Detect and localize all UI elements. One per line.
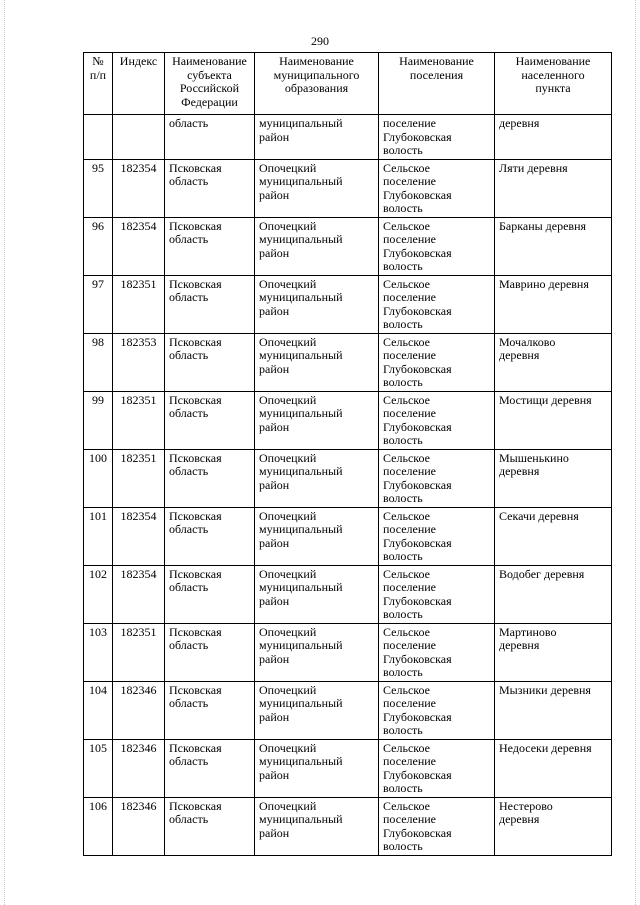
cell-subject: Псковская область [165,681,255,739]
table-row [84,797,612,855]
cell-number: 105 [84,739,113,797]
cell-number: 106 [84,797,113,855]
cell-subject: Псковская область [165,623,255,681]
cell-settlement: Сельское поселение Глубоковская волость [379,391,495,449]
cell-municipality: Опочецкий муниципальный район [255,507,379,565]
table-row [84,623,612,681]
cell-locality: Секачи деревня [495,507,612,565]
cell-subject: Псковская область [165,739,255,797]
cell-subject: Псковская область [165,565,255,623]
cell-subject: Псковская область [165,159,255,217]
cell-municipality: Опочецкий муниципальный район [255,681,379,739]
cell-settlement: Сельское поселение Глубоковская волость [379,507,495,565]
cell-locality: Водобег деревня [495,565,612,623]
table-row [84,739,612,797]
cell-number: 102 [84,565,113,623]
cell-index: 182354 [113,217,165,275]
table-row [84,449,612,507]
cell-locality: Мочалково деревня [495,333,612,391]
cell-settlement: Сельское поселение Глубоковская волость [379,565,495,623]
cell-number: 98 [84,333,113,391]
header-index: Индекс [113,53,165,115]
cell-municipality: Опочецкий муниципальный район [255,565,379,623]
cell-index: 182354 [113,565,165,623]
header-municipality: Наименование муниципального образования [255,53,379,115]
cell-locality: Ляти деревня [495,159,612,217]
cell-subject: Псковская область [165,275,255,333]
cell-subject: Псковская область [165,333,255,391]
scan-edge-left [4,0,5,905]
table-row [84,217,612,275]
cell-number: 101 [84,507,113,565]
header-subject: Наименование субъекта Российской Федерации [165,53,255,115]
table-row-continuation [84,115,612,160]
cell-municipality: Опочецкий муниципальный район [255,159,379,217]
cell-index: 182354 [113,159,165,217]
cell-index: 182346 [113,681,165,739]
cell-number: 99 [84,391,113,449]
cell-index: 182346 [113,739,165,797]
cell-subject: область [165,115,255,160]
table-row [84,391,612,449]
cell-subject: Псковская область [165,449,255,507]
cell-municipality: Опочецкий муниципальный район [255,391,379,449]
cell-settlement: Сельское поселение Глубоковская волость [379,449,495,507]
cell-number: 100 [84,449,113,507]
cell-index: 182351 [113,449,165,507]
cell-locality: Мартиново деревня [495,623,612,681]
cell-locality: Мышенькино деревня [495,449,612,507]
cell-municipality: Опочецкий муниципальный район [255,623,379,681]
scan-edge-right [635,0,636,905]
table-row [84,681,612,739]
cell-settlement: Сельское поселение Глубоковская волость [379,159,495,217]
table-row [84,507,612,565]
cell-subject: Псковская область [165,217,255,275]
cell-municipality: Опочецкий муниципальный район [255,449,379,507]
table-header-row [84,53,612,115]
table-row [84,159,612,217]
cell-subject: Псковская область [165,507,255,565]
cell-settlement: Сельское поселение Глубоковская волость [379,333,495,391]
cell-settlement: Сельское поселение Глубоковская волость [379,739,495,797]
cell-index: 182354 [113,507,165,565]
cell-locality: деревня [495,115,612,160]
cell-number: 95 [84,159,113,217]
cell-number [84,115,113,160]
cell-index: 182346 [113,797,165,855]
cell-index: 182353 [113,333,165,391]
cell-index [113,115,165,160]
cell-index: 182351 [113,391,165,449]
cell-settlement: Сельское поселение Глубоковская волость [379,217,495,275]
locality-register-table [83,52,612,856]
cell-locality: Недосеки деревня [495,739,612,797]
cell-locality: Маврино деревня [495,275,612,333]
cell-settlement: Сельское поселение Глубоковская волость [379,681,495,739]
cell-index: 182351 [113,275,165,333]
page-number: 290 [311,34,329,48]
table-row [84,275,612,333]
header-number: № п/п [84,53,113,115]
cell-number: 96 [84,217,113,275]
header-settlement: Наименование поселения [379,53,495,115]
cell-municipality: Опочецкий муниципальный район [255,797,379,855]
cell-locality: Нестерово деревня [495,797,612,855]
cell-settlement: Сельское поселение Глубоковская волость [379,797,495,855]
cell-locality: Мостищи деревня [495,391,612,449]
cell-municipality: Опочецкий муниципальный район [255,739,379,797]
cell-settlement: Сельское поселение Глубоковская волость [379,275,495,333]
cell-number: 104 [84,681,113,739]
table-row [84,565,612,623]
cell-number: 97 [84,275,113,333]
cell-municipality: Опочецкий муниципальный район [255,275,379,333]
cell-subject: Псковская область [165,797,255,855]
cell-locality: Мызники деревня [495,681,612,739]
cell-locality: Барканы деревня [495,217,612,275]
cell-settlement: Сельское поселение Глубоковская волость [379,623,495,681]
table-row [84,333,612,391]
cell-index: 182351 [113,623,165,681]
cell-municipality: муниципальный район [255,115,379,160]
cell-number: 103 [84,623,113,681]
cell-municipality: Опочецкий муниципальный район [255,217,379,275]
header-locality: Наименование населенного пункта [495,53,612,115]
cell-settlement: поселение Глубоковская волость [379,115,495,160]
cell-subject: Псковская область [165,391,255,449]
cell-municipality: Опочецкий муниципальный район [255,333,379,391]
